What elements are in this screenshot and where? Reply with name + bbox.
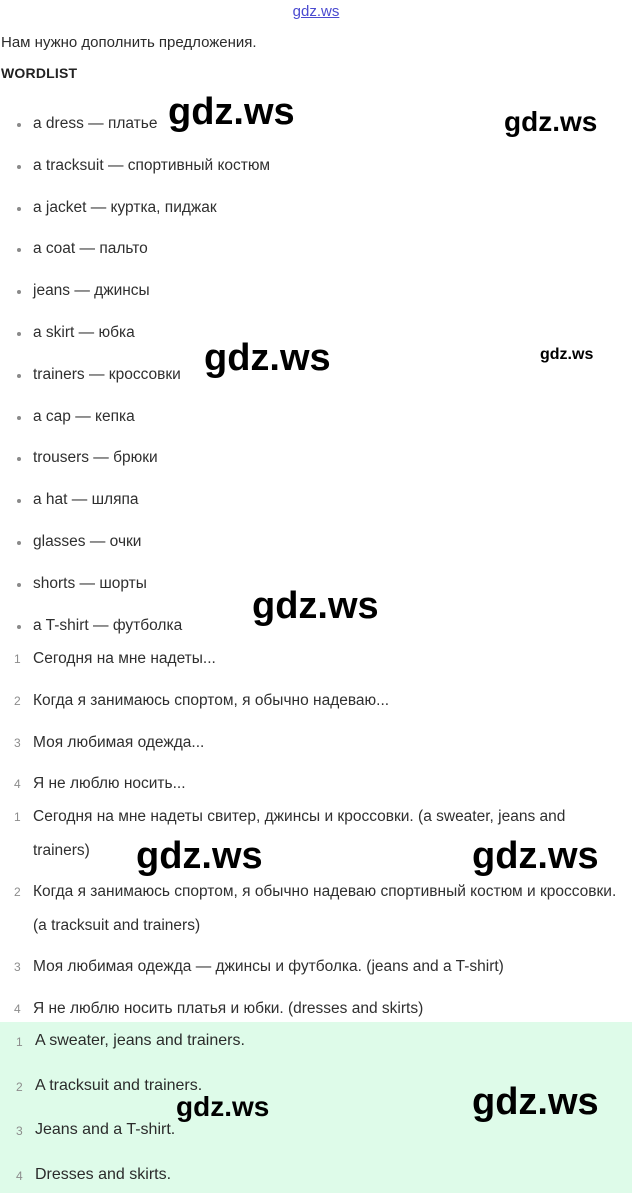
wordlist-item-text: shorts — шорты [33,575,147,592]
bullet-icon [17,123,21,127]
wordlist-item-text: a T-shirt — футболка [33,617,182,634]
item-number: 1 [14,642,21,676]
watermark: gdz.ws [136,837,263,875]
wordlist-item-text: a skirt — юбка [33,324,135,341]
wordlist-item [0,188,632,230]
bullet-icon [17,625,21,629]
wordlist-item-text: a tracksuit — спортивный костюм [33,157,270,174]
question-text: Сегодня на мне надеты... [33,650,216,667]
wordlist-item-text: a jacket — куртка, пиджак [33,199,217,216]
bullet-icon [17,290,21,294]
bullet-icon [17,583,21,587]
wordlist-item [0,146,632,188]
wordlist-item [0,229,632,271]
bullet-icon [17,416,21,420]
question-item [0,642,632,684]
bullet-icon [17,332,21,336]
item-number: 2 [16,1068,23,1106]
wordlist-item [0,480,632,522]
wordlist-item [0,522,632,564]
wordlist-item [0,271,632,313]
question-text: Когда я занимаюсь спортом, я обычно надеваю... [33,692,389,709]
wordlist-item [0,438,632,480]
bullet-icon [17,374,21,378]
wordlist-item [0,397,632,439]
item-number: 3 [16,1112,23,1150]
bullet-icon [17,541,21,545]
short-answer-text: A sweater, jeans and trainers. [35,1032,245,1049]
wordlist-item-text: trainers — кроссовки [33,366,181,383]
wordlist-item-text: a cap — кепка [33,408,135,425]
bullet-icon [17,207,21,211]
wordlist-heading: WORDLIST [1,65,77,81]
bullet-icon [17,165,21,169]
item-number: 1 [16,1023,23,1061]
bullet-icon [17,499,21,503]
bullet-icon [17,248,21,252]
item-number: 3 [14,950,21,984]
question-item [0,684,632,726]
item-number: 4 [14,992,21,1026]
wordlist-item-text: a hat — шляпа [33,491,138,508]
wordlist-item-text: a coat — пальто [33,240,148,257]
short-answer-item [0,1156,632,1200]
watermark: gdz.ws [540,347,593,363]
question-text: Моя любимая одежда... [33,734,204,751]
item-number: 4 [16,1157,23,1195]
intro-text: Нам нужно дополнить предложения. [1,34,257,51]
item-number: 3 [14,726,21,760]
watermark: gdz.ws [204,339,331,377]
question-item [0,726,632,768]
short-answer-text: Dresses and skirts. [35,1166,171,1183]
wordlist-item-text: a dress — платье [33,115,157,132]
watermark: gdz.ws [168,93,295,131]
answer-text: Я не люблю носить платья и юбки. (dresses and skirts) [33,1000,423,1017]
wordlist-item-text: trousers — брюки [33,449,158,466]
answer-item [0,875,632,950]
bullet-icon [17,457,21,461]
item-number: 2 [14,875,21,909]
watermark: gdz.ws [176,1093,269,1121]
watermark: gdz.ws [472,1083,599,1121]
short-answer-text: A tracksuit and trainers. [35,1077,202,1094]
item-number: 4 [14,767,21,801]
answer-text: Когда я занимаюсь спортом, я обычно надеваю спортивный костюм и кроссовки. (a tracksuit and trainers) [33,883,616,934]
question-text: Я не люблю носить... [33,775,186,792]
watermark: gdz.ws [504,108,597,136]
short-answer-text: Jeans and a T-shirt. [35,1121,175,1138]
wordlist-item-text: jeans — джинсы [33,282,150,299]
answer-text: Моя любимая одежда — джинсы и футболка. (jeans and a T-shirt) [33,958,504,975]
wordlist-item-text: glasses — очки [33,533,141,550]
watermark: gdz.ws [252,587,379,625]
question-list [0,642,632,809]
answer-text: Сегодня на мне надеты свитер, джинсы и кроссовки. (a sweater, jeans and trainers) [33,808,565,859]
item-number: 2 [14,684,21,718]
watermark: gdz.ws [472,837,599,875]
site-link[interactable]: gdz.ws [0,3,632,20]
answer-item [0,950,632,992]
item-number: 1 [14,800,21,834]
short-answer-item [0,1022,632,1067]
